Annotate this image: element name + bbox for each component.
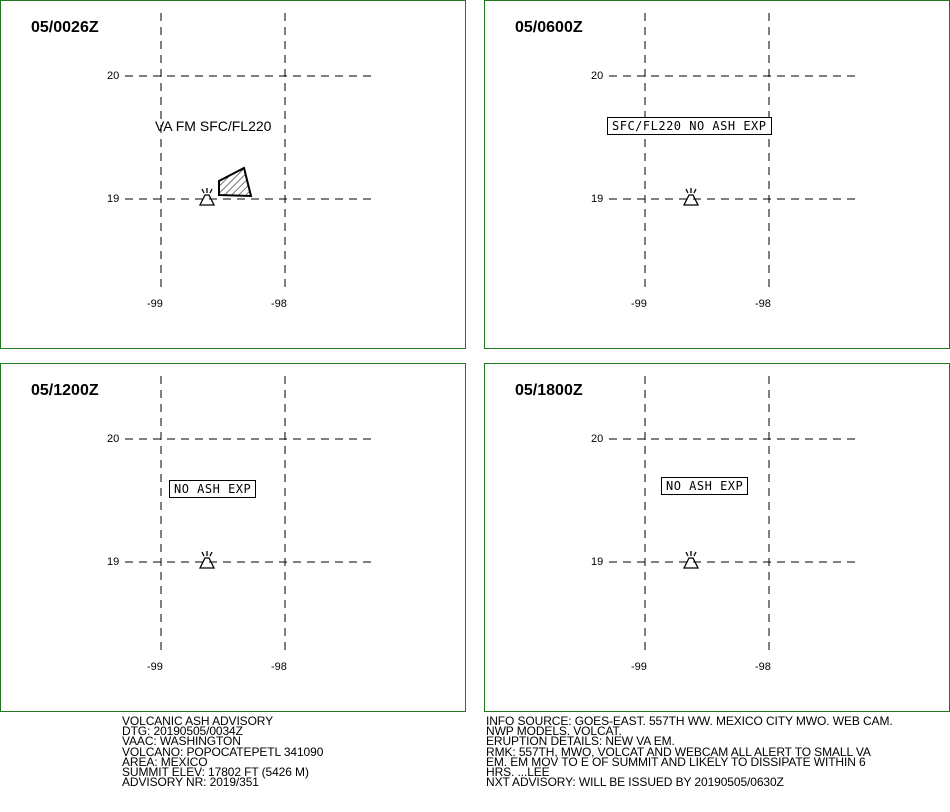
lat-tick-label: 19 xyxy=(107,556,120,568)
valid-time-label: 05/0600Z xyxy=(515,19,583,36)
map-panel-1 xyxy=(0,0,466,349)
lon-tick-label: -99 xyxy=(147,298,163,310)
lon-tick-label: -98 xyxy=(271,298,287,310)
map-grid xyxy=(485,364,950,713)
advisory-title: VOLCANIC ASH ADVISORY xyxy=(122,714,274,728)
ash-forecast-note: SFC/FL220 NO ASH EXP xyxy=(607,117,772,135)
ash-level-note: VA FM SFC/FL220 xyxy=(155,118,272,134)
next-advisory: NXT ADVISORY: WILL BE ISSUED BY 20190505/0630Z xyxy=(486,775,784,790)
volcano-icon xyxy=(200,188,214,205)
lat-tick-label: 19 xyxy=(591,556,604,568)
volcano-icon xyxy=(200,551,214,568)
lat-tick-label: 20 xyxy=(591,433,604,445)
volcano-icon xyxy=(684,551,698,568)
lon-tick-label: -98 xyxy=(755,298,771,310)
map-grid xyxy=(485,1,950,350)
lat-tick-label: 20 xyxy=(107,70,120,82)
info-source-line: NWP MODELS. VOLCAT. xyxy=(486,724,622,739)
map-grid xyxy=(1,364,467,713)
advisory-volcano: VOLCANO: POPOCATEPETL 341090 xyxy=(122,744,324,759)
lat-tick-label: 20 xyxy=(591,70,604,82)
ash-forecast-note: NO ASH EXP xyxy=(661,477,748,495)
eruption-details: ERUPTION DETAILS: NEW VA EM. xyxy=(486,734,675,749)
advisory-header-block xyxy=(122,714,324,790)
map-panel-2 xyxy=(484,0,950,349)
volcano-icon xyxy=(684,188,698,205)
advisory-summit-elev: SUMMIT ELEV: 17802 FT (5426 M) xyxy=(122,765,309,780)
lon-tick-label: -99 xyxy=(631,661,647,673)
map-panel-4 xyxy=(484,363,950,712)
info-source-line: INFO SOURCE: GOES-EAST. 557TH WW. MEXICO CITY MWO. WEB CAM. xyxy=(486,714,893,728)
advisory-vaac: VAAC: WASHINGTON xyxy=(122,734,241,749)
lon-tick-label: -98 xyxy=(271,661,287,673)
remarks-line: RMK: 557TH, MWO, VOLCAT AND WEBCAM ALL ALERT TO SMALL VA xyxy=(486,744,871,759)
ash-cloud-area xyxy=(219,168,251,196)
remarks-line: EM. EM MOV TO E OF SUMMIT AND LIKELY TO DISSIPATE WITHIN 6 xyxy=(486,754,866,769)
lat-tick-label: 19 xyxy=(591,193,604,205)
advisory-dtg: DTG: 20190505/0034Z xyxy=(122,724,243,739)
advisory-number: ADVISORY NR: 2019/351 xyxy=(122,775,259,790)
lon-tick-label: -98 xyxy=(755,661,771,673)
map-grid xyxy=(1,1,467,350)
advisory-area: AREA: MEXICO xyxy=(122,754,208,769)
lon-tick-label: -99 xyxy=(631,298,647,310)
advisory-details-block xyxy=(486,714,926,790)
ash-forecast-note: NO ASH EXP xyxy=(169,480,256,498)
lon-tick-label: -99 xyxy=(147,661,163,673)
lat-tick-label: 20 xyxy=(107,433,120,445)
remarks-line: HRS. ...LEE xyxy=(486,765,550,780)
valid-time-label: 05/1200Z xyxy=(31,382,99,399)
map-panel-3 xyxy=(0,363,466,712)
valid-time-label: 05/0026Z xyxy=(31,19,99,36)
lat-tick-label: 19 xyxy=(107,193,120,205)
valid-time-label: 05/1800Z xyxy=(515,382,583,399)
